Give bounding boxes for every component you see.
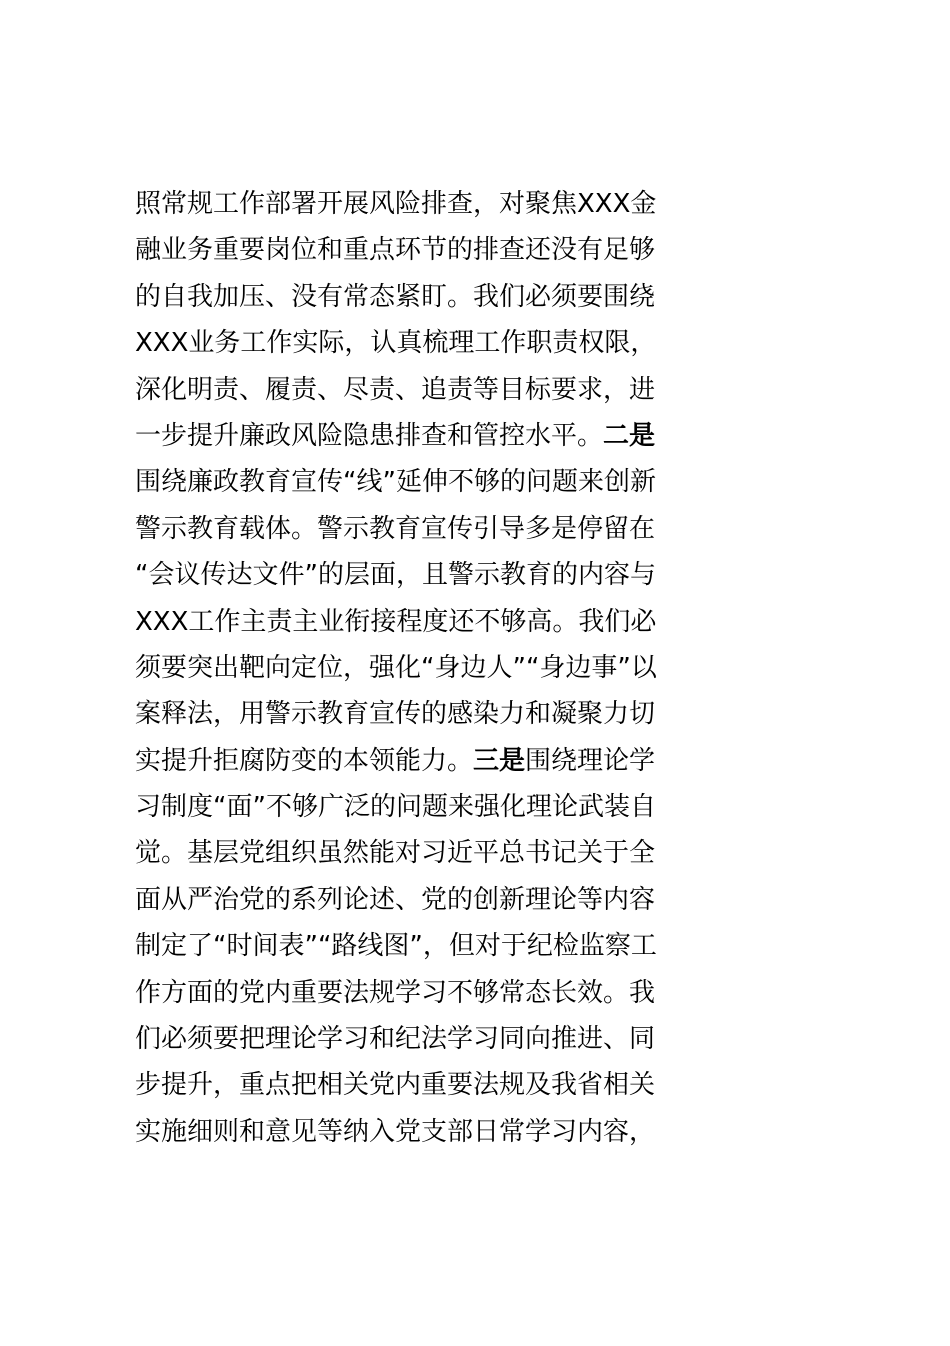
text-segment: 实施细则和意见等纳入党支部日常学习内容， <box>135 1116 656 1147</box>
text-segment: 制定了“时间表”“路线图”，但对于纪检监察工 <box>135 931 657 962</box>
text-segment: 面从严治党的系列论述、党的创新理论等内容 <box>135 884 656 915</box>
text-line <box>135 274 817 320</box>
text-line <box>135 1109 817 1155</box>
text-segment: 围绕理论学 <box>525 745 656 776</box>
text-line <box>135 830 817 876</box>
text-segment: 的自我加压、没有常态紧盯。我们必须要围绕 <box>135 281 656 312</box>
bold-lead-phrase: 二是 <box>603 420 656 451</box>
text-line <box>135 320 817 366</box>
text-segment: 一步提升廉政风险隐患排查和管控水平。 <box>135 420 604 451</box>
text-line <box>135 877 817 923</box>
text-segment: “会议传达文件”的层面，且警示教育的内容与 <box>135 560 656 591</box>
text-line <box>135 738 817 784</box>
text-segment: 实提升拒腐防变的本领能力。 <box>135 745 474 776</box>
text-line <box>135 181 817 227</box>
body-paragraph <box>135 181 817 1155</box>
text-line <box>135 784 817 830</box>
text-segment: 觉。基层党组织虽然能对习近平总书记关于全 <box>135 838 656 869</box>
text-line <box>135 227 817 273</box>
text-line <box>135 552 817 598</box>
text-line <box>135 923 817 969</box>
text-segment: 案释法，用警示教育宣传的感染力和凝聚力切 <box>135 699 656 730</box>
text-segment: XXX业务工作实际，认真梳理工作职责权限， <box>135 328 657 359</box>
text-segment: 照常规工作部署开展风险排查，对聚焦XXX金 <box>135 189 657 219</box>
text-segment: 步提升，重点把相关党内重要法规及我省相关 <box>135 1070 656 1101</box>
text-line <box>135 599 817 645</box>
text-line <box>135 1016 817 1062</box>
text-segment: 警示教育载体。警示教育宣传引导多是停留在 <box>135 513 656 544</box>
text-line <box>135 691 817 737</box>
text-line <box>135 1062 817 1108</box>
text-line <box>135 970 817 1016</box>
text-line <box>135 367 817 413</box>
text-segment: 深化明责、履责、尽责、追责等目标要求，进 <box>135 374 656 405</box>
text-segment: 须要突出靶向定位，强化“身边人”“身边事”以 <box>135 652 657 683</box>
text-segment: 习制度“面”不够广泛的问题来强化理论武装自 <box>135 792 656 823</box>
text-line <box>135 459 817 505</box>
text-line <box>135 506 817 552</box>
text-segment: 围绕廉政教育宣传“线”延伸不够的问题来创新 <box>135 467 656 498</box>
text-segment: 们必须要把理论学习和纪法学习同向推进、同 <box>135 1024 656 1055</box>
bold-lead-phrase: 三是 <box>473 745 526 776</box>
text-line <box>135 413 817 459</box>
text-segment: 作方面的党内重要法规学习不够常态长效。我 <box>135 977 656 1008</box>
text-line <box>135 645 817 691</box>
text-segment: 融业务重要岗位和重点环节的排查还没有足够 <box>135 235 656 266</box>
text-segment: XXX工作主责主业衔接程度还不够高。我们必 <box>135 606 657 637</box>
